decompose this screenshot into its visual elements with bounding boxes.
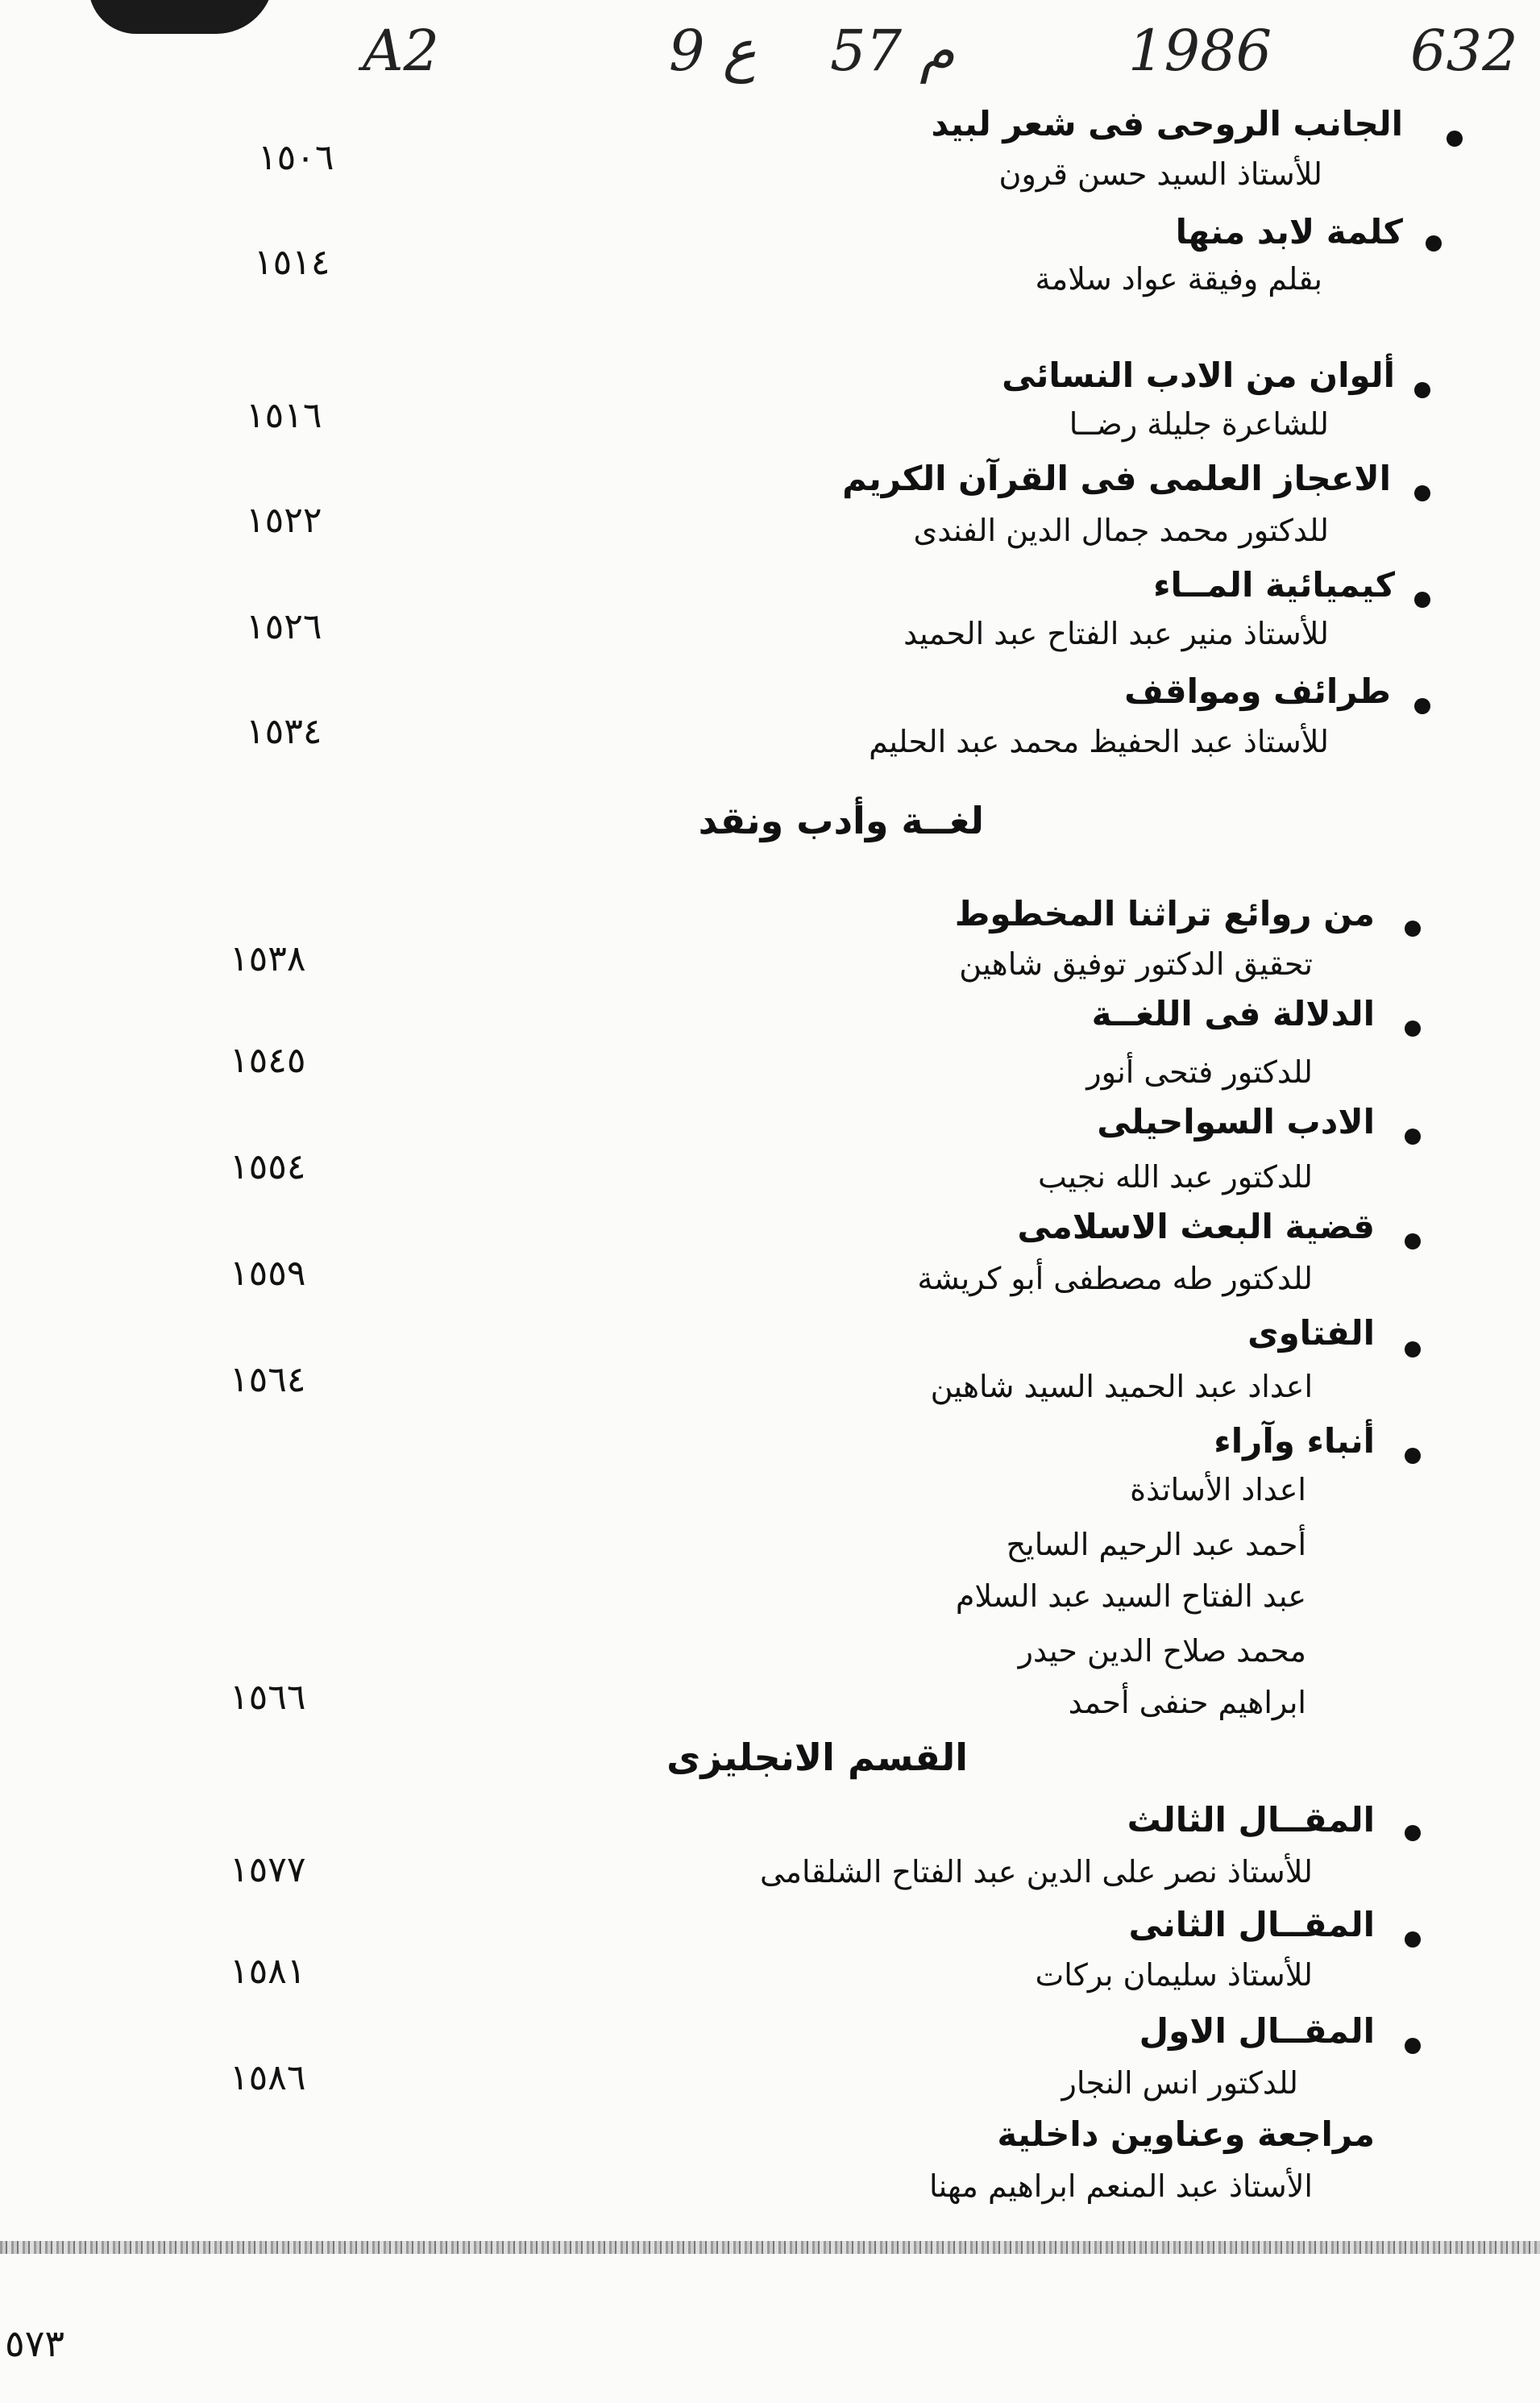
bullet-icon	[1414, 698, 1430, 714]
bullet-icon	[1414, 382, 1430, 398]
contributor-name: محمد صلاح الدين حيدر	[1018, 1633, 1306, 1669]
entry-title: طرائف ومواقف	[1124, 671, 1391, 711]
entry-page: ١٥٥٩	[230, 1253, 306, 1294]
entry-author: للأستاذ السيد حسن قرون	[998, 156, 1322, 192]
entry-author: الأستاذ عبد المنعم ابراهيم مهنا	[928, 2168, 1313, 2204]
entry-title: الاعجاز العلمى فى القرآن الكريم	[842, 459, 1391, 498]
bullet-icon	[1447, 131, 1463, 147]
bullet-icon	[1426, 235, 1442, 252]
ink-blot	[89, 0, 274, 34]
bullet-icon	[1405, 1931, 1421, 1948]
handwritten-number: 632	[1410, 18, 1518, 84]
bullet-icon	[1405, 1021, 1421, 1037]
entry-title: مراجعة وعناوين داخلية	[997, 2114, 1375, 2154]
entry-author: تحقيق الدكتور توفيق شاهين	[959, 946, 1313, 982]
entry-author: للأستاذ منير عبد الفتاح عبد الحميد	[903, 616, 1329, 651]
entry-title: كلمة لابد منها	[1175, 212, 1403, 252]
handwritten-volume: 57 م	[830, 18, 955, 84]
entry-page: ١٥٠٦	[258, 137, 334, 178]
section-heading-language: لغــة وأدب ونقد	[698, 799, 984, 842]
entry-page: ١٥٤٥	[230, 1040, 306, 1081]
entry-page: ١٥٣٤	[246, 711, 322, 752]
entry-title: الادب السواحيلى	[1097, 1102, 1375, 1141]
entry-page: ١٥٣٨	[230, 938, 306, 979]
entry-author: للدكتور محمد جمال الدين الفندى	[913, 513, 1329, 548]
footer-page-number: ٥٧٣	[5, 2322, 65, 2365]
bullet-icon	[1405, 1825, 1421, 1841]
bullet-icon	[1414, 485, 1430, 501]
bullet-icon	[1405, 1341, 1421, 1357]
entry-title: الفتاوى	[1247, 1313, 1375, 1353]
entry-page: ١٥٧٧	[230, 1849, 306, 1890]
entry-page: ١٥٨١	[230, 1951, 306, 1992]
entry-page: ١٥٦٤	[230, 1359, 306, 1400]
entry-page: ١٥١٦	[246, 395, 322, 436]
entry-author: للأستاذ نصر على الدين عبد الفتاح الشلقامى	[759, 1854, 1313, 1890]
entry-title: قضية البعث الاسلامى	[1017, 1207, 1375, 1246]
contributor-name: أحمد عبد الرحيم السايح	[1006, 1527, 1306, 1562]
entry-author: بقلم وفيقة عواد سلامة	[1035, 261, 1322, 297]
entry-author: للدكتور انس النجار	[1061, 2065, 1298, 2101]
entry-author: للدكتور عبد الله نجيب	[1038, 1159, 1313, 1195]
entry-author: اعداد الأساتذة	[1130, 1472, 1306, 1507]
bullet-icon	[1414, 592, 1430, 608]
handwritten-year: 1986	[1128, 18, 1272, 84]
entry-page: ١٥٥٤	[230, 1146, 306, 1187]
entry-page: ١٥٢٦	[246, 606, 322, 647]
handwritten-a2: A2	[363, 18, 440, 84]
entry-page: ١٥٨٦	[230, 2057, 306, 2098]
entry-title: من روائع تراثنا المخطوط	[954, 894, 1375, 933]
entry-title: المقــال الثالث	[1127, 1800, 1375, 1840]
bottom-rule	[0, 2241, 1540, 2254]
entry-author: للدكتور طه مصطفى أبو كريشة	[917, 1261, 1313, 1296]
entry-title: أنباء وآراء	[1214, 1421, 1375, 1461]
entry-title: كيميائية المــاء	[1153, 565, 1395, 605]
entry-author: اعداد عبد الحميد السيد شاهين	[930, 1369, 1313, 1404]
entry-title: المقــال الاول	[1139, 2011, 1375, 2051]
bullet-icon	[1405, 921, 1421, 937]
bullet-icon	[1405, 2038, 1421, 2054]
entry-page: ١٥١٤	[254, 242, 330, 283]
handwritten-issue: 9 ع	[669, 18, 757, 84]
entry-title: الدلالة فى اللغــة	[1091, 994, 1375, 1033]
entry-title: المقــال الثانى	[1128, 1905, 1375, 1944]
contributor-name: ابراهيم حنفى أحمد	[1068, 1685, 1306, 1720]
entry-author: للأستاذ سليمان بركات	[1035, 1957, 1313, 1993]
contributor-name: عبد الفتاح السيد عبد السلام	[955, 1578, 1306, 1614]
bullet-icon	[1405, 1233, 1421, 1249]
entry-page: ١٥٦٦	[230, 1677, 306, 1718]
bullet-icon	[1405, 1129, 1421, 1145]
entry-page: ١٥٢٢	[246, 500, 322, 541]
entry-author: للأستاذ عبد الحفيظ محمد عبد الحليم	[869, 724, 1329, 759]
entry-title: ألوان من الادب النسائى	[1002, 355, 1395, 395]
entry-author: للشاعرة جليلة رضــا	[1069, 406, 1329, 442]
entry-author: للدكتور فتحى أنور	[1086, 1054, 1313, 1090]
section-heading-english: القسم الانجليزى	[666, 1736, 968, 1779]
bullet-icon	[1405, 1448, 1421, 1464]
entry-title: الجانب الروحى فى شعر لبيد	[931, 104, 1403, 143]
